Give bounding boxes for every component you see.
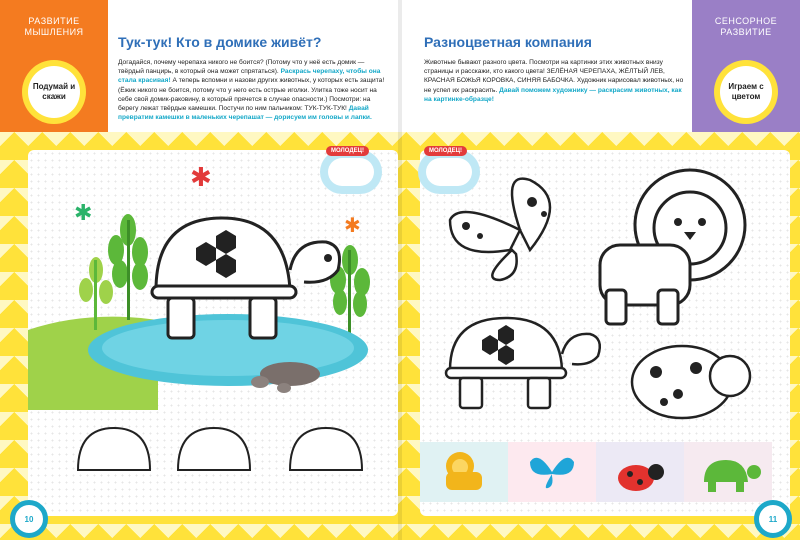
star-icon (74, 201, 92, 226)
turtle-scene-illustration (28, 150, 398, 516)
gutter (398, 0, 402, 540)
badge-circle (714, 60, 778, 124)
sticker-label: МОЛОДЕЦ! (326, 146, 369, 156)
instruction-text: Догадайся, почему черепаха никого не боится? (Потому что у неё есть домик — твёрдый панцирь, в который она может спрятаться). (118, 59, 365, 76)
rock-outline-3 (290, 428, 362, 470)
star-icon (190, 163, 212, 193)
highlighted-instruction: Раскрась черепаху, чтобы она стала красивая! (118, 68, 381, 85)
page-number-right: 11 (754, 500, 792, 538)
page-title-right (424, 34, 592, 50)
instruction-text: А теперь вспомни и назови других животных, у которых есть защита! (Ёжик никого не боится, потому что у него есть острые иголки. Улитка тоже носит на себе свой домик-раковину, в который прячется в случае опасности.) Посмотри: на берегу лежат твёрдые камешки. Постучи по ним пальчиком: ТУК-ТУК-ТУК! (118, 77, 385, 113)
rock-outline-2 (178, 428, 250, 470)
rock (251, 376, 269, 388)
rock (277, 383, 291, 393)
turtle-icon (684, 442, 772, 502)
badge-label: Играем с цветом (720, 66, 772, 118)
svg-text:✱: ✱ (74, 201, 93, 226)
svg-text:✱: ✱ (190, 163, 212, 193)
animals-coloring-illustration (420, 150, 790, 440)
lion-icon (420, 442, 508, 502)
turtle-outline (446, 318, 600, 408)
svg-text:✱: ✱ (344, 213, 361, 237)
section-tab-right (692, 0, 800, 132)
badge-label: Подумай и скажи (28, 66, 80, 118)
swatch-ladybug (596, 442, 684, 502)
rock-outline-1 (78, 428, 150, 470)
instructions-left (118, 58, 388, 122)
section-tab-title: СЕНСОРНОЕ РАЗВИТИЕ (714, 16, 778, 37)
title-text: Тук-тук! Кто в домике живёт? (118, 34, 322, 50)
swatch-turtle (684, 442, 772, 502)
section-tab-left (0, 0, 108, 132)
swatch-butterfly (508, 442, 596, 502)
instruction-text: Животные бывают разного цвета. Посмотри на картинки этих животных внизу страницы и расскажи, кто какого цвета! ЗЕЛЁНАЯ ЧЕРЕПАХА, ЖЁЛТЫЙ ЛЕВ, КРАСНАЯ БОЖЬЯ КОРОВКА, СИНЯЯ БАБОЧКА. Художник нарисовал животных, но не успел их раскрасить. (424, 59, 684, 94)
instructions-right (424, 58, 686, 104)
star-icon (344, 213, 361, 237)
badge-circle (22, 60, 86, 124)
section-tab-title: РАЗВИТИЕ МЫШЛЕНИЯ (24, 16, 84, 37)
butterfly-icon (508, 442, 596, 502)
swatch-lion (420, 442, 508, 502)
ladybug-outline (632, 346, 750, 418)
highlighted-instruction: Давай превратим камешки в маленьких черепашат — дорисуем им головы и лапки. (118, 105, 372, 122)
title-text: Разноцветная компания (424, 34, 592, 50)
eye (324, 254, 332, 262)
page-title-left (118, 34, 321, 50)
highlighted-instruction: Давай поможем художнику — раскрасим животных, как на картинке-образце! (424, 86, 682, 103)
ladybug-icon (596, 442, 684, 502)
lion-outline (600, 170, 745, 324)
plant-left (108, 214, 148, 320)
rock (260, 362, 320, 386)
page-number-left: 10 (10, 500, 48, 538)
sticker-label: МОЛОДЕЦ! (424, 146, 467, 156)
